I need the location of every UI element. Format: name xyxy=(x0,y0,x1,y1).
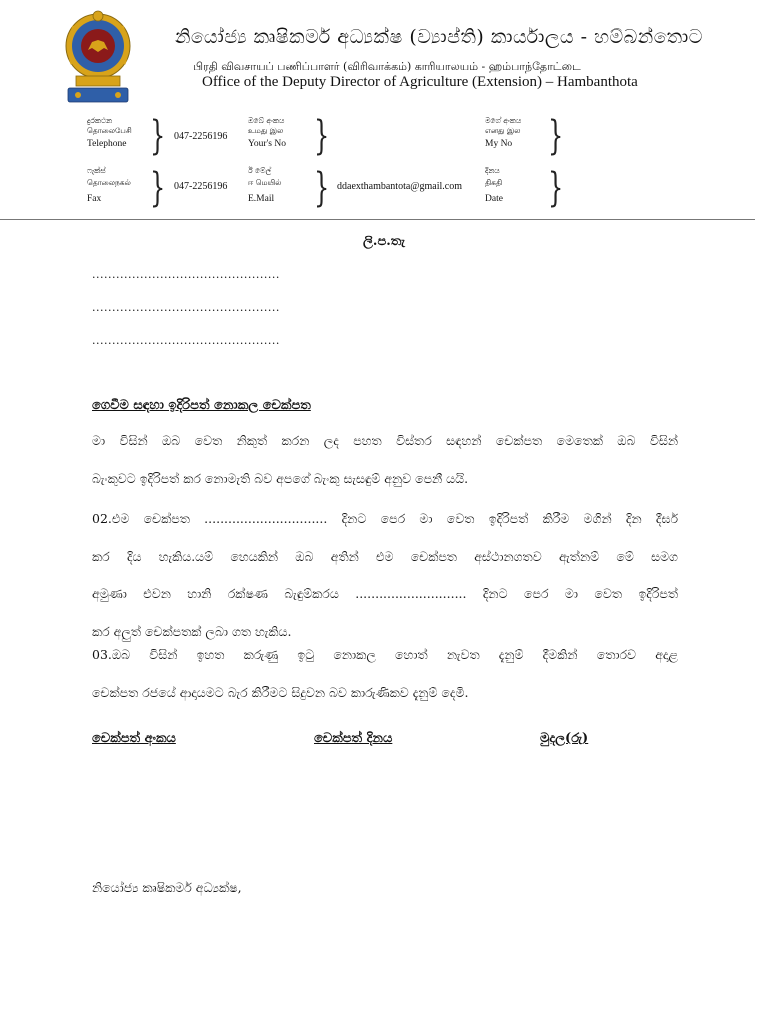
your-no-label xyxy=(248,116,286,149)
your-no-label-si: ඔබේ අංකය xyxy=(248,116,285,125)
email-label xyxy=(248,166,281,204)
letter-subject: ගෙවීම සඳහා ඉදිරිපත් නොකල චෙක්පත xyxy=(92,398,311,413)
email-value: ddaexthambantota@gmail.com xyxy=(337,181,463,192)
column-header-cheque-date: චෙක්පත් දිනය xyxy=(314,731,393,746)
telephone-label-en: Telephone xyxy=(87,139,127,149)
your-no-label-en: Your's No xyxy=(248,139,286,149)
sri-lanka-emblem-logo xyxy=(62,4,134,108)
date-label-si: දිනය xyxy=(485,166,500,175)
paragraph-3 xyxy=(92,636,678,711)
email-label-en: E.Mail xyxy=(248,194,275,204)
brace-icon: } xyxy=(314,165,330,211)
brace-icon: } xyxy=(548,113,564,159)
telephone-value: 047-2256196 xyxy=(174,131,228,142)
fax-label-si: ෆැක්ස් xyxy=(87,166,106,175)
paragraph-line: චෙක්පත රජයේ ආදායමට බැර කිරීමට සිදුවන බව කාරුණිකව දැනුම් දෙමි. xyxy=(92,684,469,700)
paragraph-line: 02.එම චෙක්පත ............................... දිනට පෙර මා වෙත ඉදිරිපත් කිරීම මගින් දින දීර්ඝ xyxy=(92,511,678,526)
fax-value: 047-2256196 xyxy=(174,181,228,192)
header-divider xyxy=(0,219,755,220)
office-title-english: Office of the Deputy Director of Agriculture (Extension) – Hambanthota xyxy=(202,74,638,90)
paragraph-line: බැංකුවට ඉදිරිපත් කර නොමැති බව අපගේ බැංකු සැසඳුම් අනුව පෙනී යයි. xyxy=(92,470,469,486)
fax-label xyxy=(87,166,131,204)
my-no-label xyxy=(485,116,521,149)
brace-icon: } xyxy=(314,113,330,159)
telephone-label xyxy=(87,116,132,149)
paragraph-1 xyxy=(92,422,678,497)
date-label xyxy=(485,166,503,204)
paragraph-line: 03.ඔබ විසින් ඉහත කරුණු ඉටු නොකල හොත් නැවත දැනුම් දීමකින් තොරව අදාළ xyxy=(92,647,678,662)
brace-icon: } xyxy=(150,113,166,159)
column-header-cheque-number: චෙක්පත් අංකය xyxy=(92,731,176,746)
my-no-label-en: My No xyxy=(485,139,513,149)
my-no-label-ta: எனது இல xyxy=(485,126,521,135)
fax-label-ta: தொலைநகல் xyxy=(87,178,131,187)
signature-title: නියෝජ්‍ය කෘෂිකර්ම අධ්‍යක්ෂ, xyxy=(92,880,242,895)
office-title-sinhala: නියෝජ්‍ය කෘෂිකර්ම අධ්‍යක්ෂ (ව්‍යාප්ති) කාර්යාලය - හම්බන්තොට xyxy=(175,26,703,48)
my-no-label-si: මගේ අංකය xyxy=(485,116,522,125)
address-line: ............................................... xyxy=(92,268,280,281)
email-label-ta: ஈ மெயில் xyxy=(248,178,282,187)
column-header-amount: මුදල(රු) xyxy=(540,731,589,746)
paragraph-line: අමුණා එවන හානි රක්ෂණ බැඳුම්කරය ............................ දිනට පෙර මා වෙත ඉදිරිපත් xyxy=(92,586,678,601)
email-label-si: ඊ මේල් xyxy=(248,166,272,175)
date-label-en: Date xyxy=(485,194,503,204)
paragraph-line: කර අලුත් චෙක්පතක් ලබා ගත හැකිය. xyxy=(92,623,292,639)
telephone-label-si: දුරකථන xyxy=(87,116,113,125)
telephone-label-ta: தொலைபேசி xyxy=(87,126,132,135)
paragraph-line: මා විසින් ඔබ වෙත නිකුත් කරන ලද පහත විස්තර සඳහන් චෙක්පත මෙතෙක් ඔබ විසින් xyxy=(92,433,678,448)
brace-icon: } xyxy=(548,165,564,211)
fax-label-en: Fax xyxy=(87,194,102,204)
office-title-tamil: பிரதி விவசாயப் பணிப்பாளர் (விரிவாக்கம்) காரியாலயம் - ஹம்பாந்தோட்டை xyxy=(193,60,581,73)
address-line: ............................................... xyxy=(92,334,280,347)
date-label-ta: திகதி xyxy=(485,178,503,187)
your-no-label-ta: உமது இல xyxy=(248,126,284,135)
address-line: ............................................... xyxy=(92,301,280,314)
paragraph-line: කර දිය හැකිය.යම් හෙයකින් ඔබ අතින් එම චෙක්පත අස්ථානගතව ඇත්නම් මේ සමග xyxy=(92,548,678,564)
brace-icon: } xyxy=(150,165,166,211)
paragraph-2 xyxy=(92,500,678,650)
reference-heading: ලි.ප.තැ xyxy=(363,234,405,249)
